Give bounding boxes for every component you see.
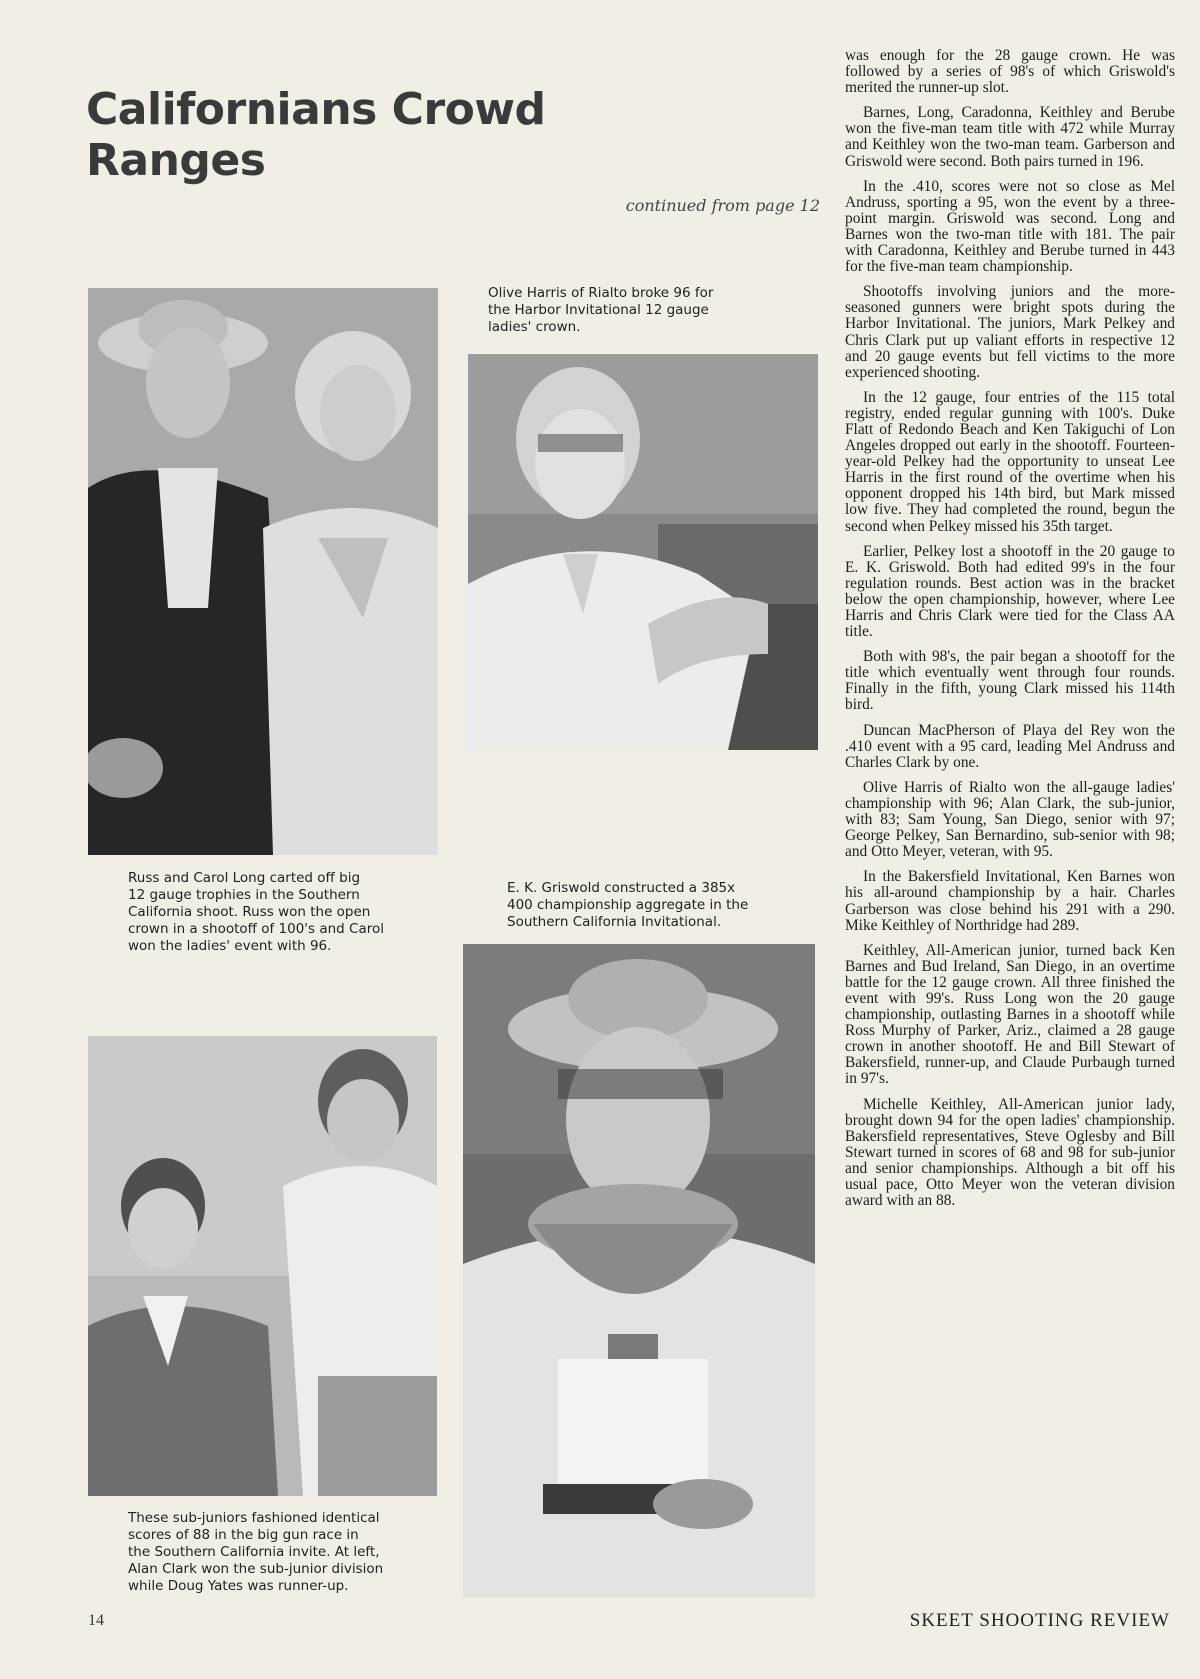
article-paragraph: In the .410, scores were not so close as Mel Andruss, sporting a 95, won the event by a three-point margin. Griswold was second. Long and Barnes won the two-man title with 181. The pair with Caradonna, Keithley and Berube turned in 443 for the five-man team championship. xyxy=(845,177,1175,276)
article-paragraph: Olive Harris of Rialto won the all-gauge ladies' championship with 96; Alan Clark, the sub-junior, with 83; Sam Young, San Diego, senior with 97; George Pelkey, San Bernardino, sub-senior with 98; and Otto Meyer, veteran, with 95. xyxy=(845,778,1175,861)
article-paragraph: Earlier, Pelkey lost a shootoff in the 20 gauge to E. K. Griswold. Both had edited 99's in the four regulation rounds. Best action was in the bracket below the open championship, however, where Lee Harris and Chris Clark were tied for the Class AA title. xyxy=(845,542,1175,641)
photo-russ-carol-long-image xyxy=(88,288,438,855)
article-paragraph: was enough for the 28 gauge crown. He was followed by a series of 98's of which Griswold's merited the runner-up slot. xyxy=(845,47,1175,97)
photo-griswold xyxy=(463,944,815,1598)
article-paragraph: Keithley, All-American junior, turned back Ken Barnes and Bud Ireland, San Diego, in an overtime battle for the 12 gauge crown. All three finished the event with 99's. Russ Long won the 20 gauge championship, outlasting Barnes in a shootoff while Ross Murphy of Parker, Ariz., claimed a 28 gauge crown in another shootoff. He and Bill Stewart of Bakersfield, runner-up, and Claude Purbaugh turned in 97's. xyxy=(845,941,1175,1088)
photo-olive-harris xyxy=(468,354,818,750)
caption-griswold: E. K. Griswold constructed a 385x 400 championship aggregate in the Southern California Invitational. xyxy=(507,880,749,930)
article-paragraph: Shootoffs involving juniors and the more-seasoned gunners were bright spots during the Harbor Invitational. The juniors, Mark Pelkey and Chris Clark put up valiant efforts in respective 12 and 20 gauge events but fell victims to the more experienced shooting. xyxy=(845,283,1175,381)
article-paragraph: In the Bakersfield Invitational, Ken Barnes won his all-around championship by a hair. Charles Garberson was close behind his 291 with a 290. Mike Keithley of Northridge had 289. xyxy=(845,868,1175,934)
photo-griswold-image xyxy=(463,944,815,1598)
article-paragraph: In the 12 gauge, four entries of the 115 total registry, ended regular gunning with 100's. Duke Flatt of Redondo Beach and Ken Takiguchi of Lon Angeles dropped out early in the shootoff. Fourteen-year-old Pelkey had the opportunity to unseat Lee Harris in the first round of the overtime when his opponent dropped his 14th bird, but Mark missed low five. They had completed the round, begun the second when Pelkey missed his 35th target. xyxy=(845,388,1175,535)
page-number: 14 xyxy=(88,1612,104,1629)
caption-sub-juniors: These sub-juniors fashioned identical scores of 88 in the big gun race in the Southern California invite. At left, Alan Clark won the sub-junior division while Doug Yates was runner-up. xyxy=(128,1510,384,1594)
caption-russ-carol-long: Russ and Carol Long carted off big 12 gauge trophies in the Southern California shoot. Russ won the open crown in a shootoff of 100's and Carol won the ladies' event with 96. xyxy=(128,870,384,954)
article-paragraph: Both with 98's, the pair began a shootoff for the title which eventually went through four rounds. Finally in the fifth, young Clark missed his 114th bird. xyxy=(845,648,1175,714)
magazine-name: SKEET SHOOTING REVIEW xyxy=(909,1610,1170,1631)
continued-note: continued from page 12 xyxy=(625,196,820,215)
article-paragraph: Michelle Keithley, All-American junior lady, brought down 94 for the open ladies' championship. Bakersfield representatives, Steve Oglesby and Bill Stewart turned in scores of 68 and 98 for sub-junior and senior championships. Although a bit off his usual pace, Otto Meyer won the veteran division award with an 88. xyxy=(845,1095,1175,1210)
photo-sub-juniors-image xyxy=(88,1036,437,1496)
article-column xyxy=(845,48,1175,1218)
caption-olive-harris: Olive Harris of Rialto broke 96 for the Harbor Invitational 12 gauge ladies' crown. xyxy=(488,285,714,335)
headline: Californians Crowd Ranges xyxy=(86,84,546,186)
photo-russ-carol-long xyxy=(88,288,438,855)
photo-olive-harris-image xyxy=(468,354,818,750)
article-paragraph: Duncan MacPherson of Playa del Rey won the .410 event with a 95 card, leading Mel Andruss and Charles Clark by one. xyxy=(845,721,1175,771)
article-paragraph: Barnes, Long, Caradonna, Keithley and Berube won the five-man team title with 472 while Murray and Keithley won the two-man team. Garberson and Griswold were second. Both pairs turned in 196. xyxy=(845,104,1175,170)
photo-sub-juniors xyxy=(88,1036,437,1496)
